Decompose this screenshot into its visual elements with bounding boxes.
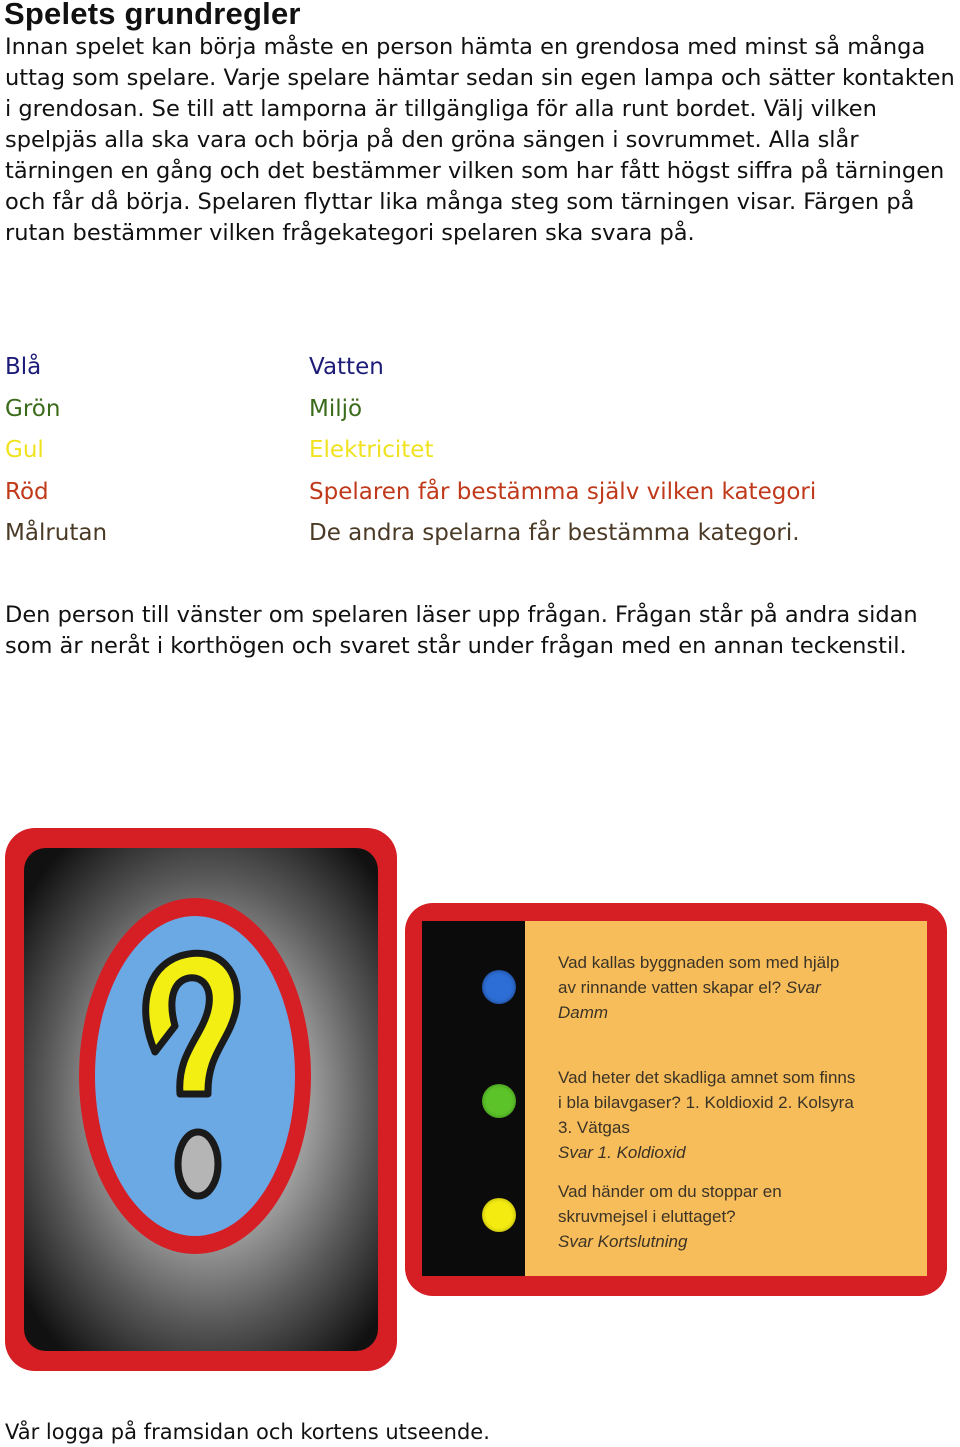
question-dot-icon	[178, 1132, 218, 1196]
image-caption: Vår logga på framsidan och kortens utseende.	[5, 1420, 490, 1444]
card-question	[558, 950, 858, 1025]
category-color: Röd	[5, 478, 49, 505]
category-meaning: Elektricitet	[309, 437, 434, 463]
yellow-dot-icon	[482, 1198, 516, 1232]
card-front-logo	[5, 828, 397, 1371]
reading-rules-paragraph: Den person till vänster om spelaren läser upp frågan. Frågan står på andra sidan som är neråt i korthögen och svaret står under frågan med en annan teckenstil.	[5, 602, 918, 659]
category-meaning: Spelaren får bestämma själv vilken kategori	[309, 478, 817, 505]
color-dot-column	[422, 921, 525, 1276]
category-color: Grön	[5, 395, 61, 422]
page-title: Spelets grundregler	[4, 0, 301, 31]
answer-text: Svar Kortslutning	[558, 1232, 688, 1251]
intro-paragraph: Innan spelet kan börja måste en person hämta en grendosa med minst så många uttag som spelare. Varje spelare hämtar sedan sin egen lampa och sätter kontakten i grendosan. Se till att lamporna är tillgängliga för alla runt bordet. Välj vilken spelpjäs alla ska vara och börja på den gröna sängen i sovrummet. Alla slår tärningen en gång och det bestämmer vilken som har fått högst siffra på tärningen och får då börja. Spelaren flyttar lika många steg som tärningen visar. Färgen på rutan bestämmer vilken frågekategori spelaren ska svara på.	[5, 34, 955, 246]
question-logo	[5, 828, 397, 1371]
category-color: Målrutan	[5, 520, 108, 546]
category-meaning: Vatten	[309, 354, 384, 380]
category-meaning: Miljö	[309, 395, 363, 422]
green-dot-icon	[482, 1084, 516, 1118]
category-color: Blå	[5, 354, 42, 380]
answer-text: Svar 1. Koldioxid	[558, 1143, 686, 1162]
question-text: Vad kallas byggnaden som med hjälp av rinnande vatten skapar el?	[558, 953, 840, 997]
card-question	[558, 1179, 858, 1254]
blue-dot-icon	[482, 970, 516, 1004]
card-back-questions	[405, 903, 947, 1296]
category-color: Gul	[5, 437, 44, 463]
question-text: Vad händer om du stoppar en skruvmejsel i eluttaget?	[558, 1182, 782, 1226]
answer-text: Svar Damm	[558, 978, 821, 1022]
question-text: Vad heter det skadliga amnet som finns i bla bilavgaser? 1. Koldioxid 2. Kolsyra 3. Vätgas	[558, 1068, 856, 1137]
category-meaning: De andra spelarna får bestämma kategori.	[309, 520, 800, 546]
card-question	[558, 1065, 858, 1165]
